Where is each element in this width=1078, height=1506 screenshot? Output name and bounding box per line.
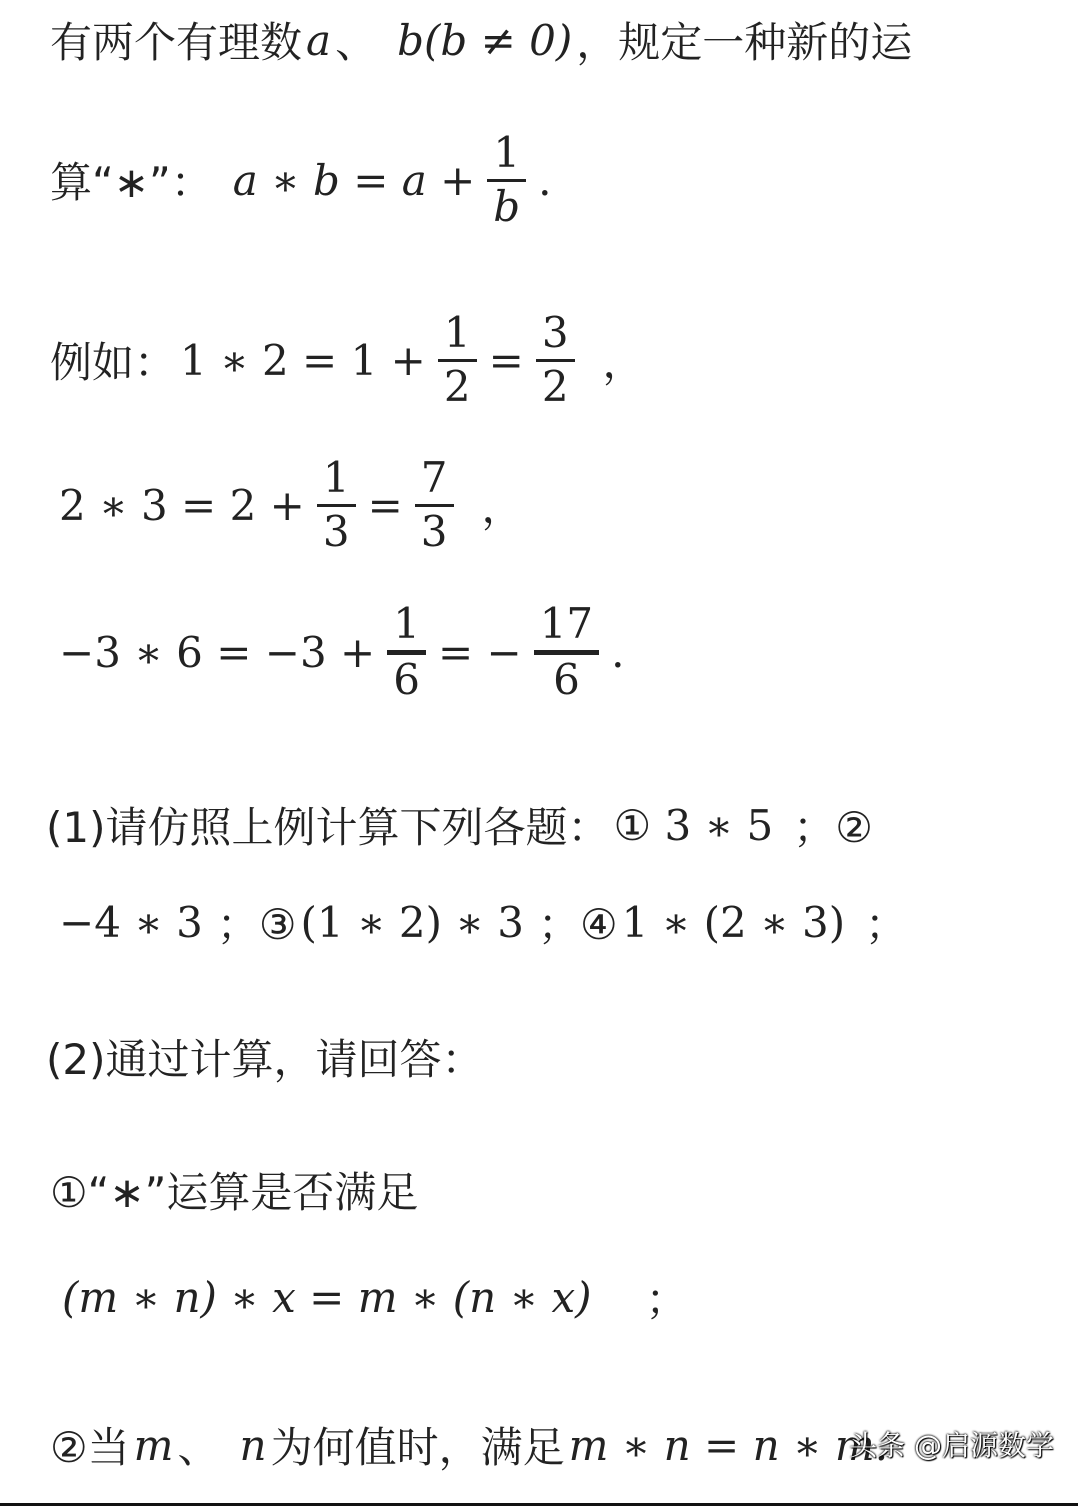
numerator: 1 bbox=[487, 128, 526, 181]
text: ；③ bbox=[216, 900, 297, 949]
fraction bbox=[387, 599, 426, 705]
math: (1 ∗ 2) ∗ 3 bbox=[300, 897, 524, 947]
math: −4 ∗ 3 bbox=[59, 897, 203, 947]
text: 有两个有理数 bbox=[50, 18, 303, 67]
math: = bbox=[367, 480, 403, 530]
math: 2 ∗ 3 = 2 + bbox=[59, 480, 305, 530]
math: ① 3 ∗ 5 bbox=[613, 800, 774, 850]
fraction bbox=[534, 599, 599, 705]
text: ，规定一种新的运 bbox=[576, 18, 913, 67]
denominator: b bbox=[493, 181, 521, 231]
associativity-equation bbox=[58, 1267, 688, 1327]
denominator: 2 bbox=[541, 361, 569, 411]
math: n bbox=[239, 1420, 267, 1470]
text: ②当 bbox=[50, 1423, 130, 1472]
math-definition: a ∗ b = a + bbox=[232, 155, 476, 205]
denominator: 2 bbox=[443, 361, 471, 411]
math: 1 ∗ (2 ∗ 3) bbox=[621, 897, 846, 947]
text: . bbox=[611, 627, 625, 677]
text: 为何值时，满足 bbox=[270, 1423, 565, 1472]
numerator: 1 bbox=[317, 453, 356, 506]
question-1-line-1 bbox=[46, 795, 873, 855]
intro-line-1 bbox=[50, 10, 912, 70]
math-a: a bbox=[306, 15, 332, 65]
question-2-heading bbox=[46, 1027, 484, 1087]
math: = bbox=[488, 335, 524, 385]
fraction bbox=[536, 308, 575, 412]
text: 例如： bbox=[50, 338, 177, 387]
example-line-1 bbox=[50, 310, 645, 410]
denominator: 6 bbox=[393, 654, 420, 704]
numerator: 3 bbox=[536, 308, 575, 361]
denominator: 3 bbox=[322, 506, 350, 556]
math: m ∗ n = n ∗ m. bbox=[568, 1420, 889, 1470]
numerator: 1 bbox=[438, 308, 477, 361]
question-2-part-2 bbox=[50, 1415, 892, 1475]
fraction bbox=[317, 453, 356, 557]
math: (m ∗ n) ∗ x = m ∗ (n ∗ x) bbox=[62, 1272, 592, 1322]
fraction bbox=[415, 453, 454, 557]
fraction bbox=[487, 128, 526, 232]
numerator: 7 bbox=[415, 453, 454, 506]
math: m bbox=[133, 1420, 174, 1470]
text: ； bbox=[865, 900, 908, 949]
math-b-condition: b(b ≠ 0) bbox=[397, 15, 573, 65]
watermark: 头条 @启源数学 bbox=[849, 1429, 1054, 1462]
question-1-line-2 bbox=[55, 892, 907, 952]
numerator: 1 bbox=[387, 599, 426, 654]
text: ； bbox=[645, 1275, 688, 1324]
text: ；④ bbox=[537, 900, 618, 949]
text: ；② bbox=[793, 803, 873, 852]
text: ①“∗”运算是否满足 bbox=[50, 1168, 419, 1217]
question-1-text: (1)请仿照上例计算下列各题： bbox=[46, 803, 610, 852]
text: 、 bbox=[335, 18, 378, 67]
text: (2)通过计算，请回答： bbox=[46, 1035, 484, 1084]
math: −3 ∗ 6 = −3 + bbox=[59, 627, 376, 677]
text: 算“∗”： bbox=[50, 158, 213, 207]
fraction bbox=[438, 308, 477, 412]
text: ， bbox=[481, 483, 524, 532]
math: 1 ∗ 2 = 1 + bbox=[180, 335, 426, 385]
numerator: 17 bbox=[534, 599, 599, 654]
definition-line bbox=[50, 128, 555, 231]
question-2-part-1 bbox=[50, 1160, 418, 1220]
text: . bbox=[538, 155, 552, 205]
text: 、 bbox=[177, 1423, 220, 1472]
example-line-3 bbox=[55, 599, 629, 704]
example-line-2 bbox=[55, 455, 524, 555]
denominator: 3 bbox=[420, 506, 448, 556]
text: ， bbox=[602, 338, 645, 387]
math: = − bbox=[437, 627, 522, 677]
denominator: 6 bbox=[553, 654, 580, 704]
